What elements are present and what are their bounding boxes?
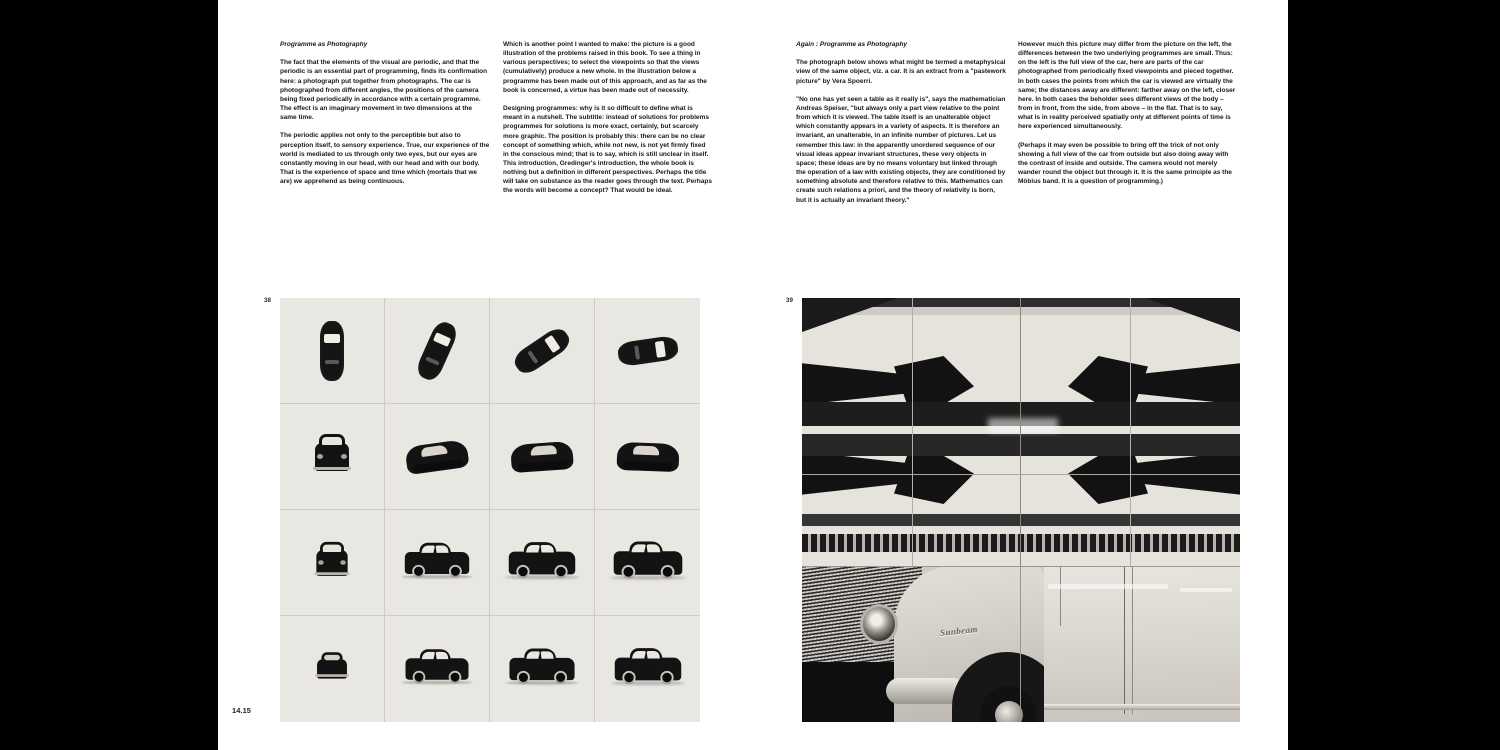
grid-cell bbox=[280, 616, 385, 722]
car-plan-view bbox=[616, 334, 679, 366]
grid-cell bbox=[490, 298, 595, 404]
text-columns-area bbox=[218, 0, 1288, 280]
paragraph: (Perhaps it may even be possible to bring off the trick of not only showing a full view of the car from outside but also doing away with the contrast of inside and outside. The camera would not merely wander round the object but through it. It is the same principle as the Möbius band. It is a question of programming.) bbox=[1018, 141, 1232, 186]
car-side-profile-view bbox=[509, 658, 574, 680]
car-badge-script: Sunbeam bbox=[939, 624, 979, 638]
car-plan-view bbox=[414, 318, 460, 383]
collage-seam bbox=[1130, 298, 1131, 566]
folio-left: 38 bbox=[264, 297, 271, 304]
grid-cell bbox=[490, 616, 595, 722]
car-side-profile-view bbox=[613, 551, 682, 575]
car-headlight bbox=[860, 604, 898, 644]
collage-wedge bbox=[802, 298, 898, 332]
collage-highlight bbox=[988, 418, 1058, 432]
car-side-profile-view bbox=[614, 658, 681, 681]
column-left-2 bbox=[503, 40, 713, 196]
grid-cell bbox=[385, 404, 490, 510]
paragraph: "No one has yet seen a table as it really is", says the mathematician Andreas Speiser, "but always only a part view relative to the point from which it is viewed. The table itself is an unalterable object which constantly appears in a variety of aspects. It is therefore an invariant, an unalterable, in an infinite number of pictures. Let us remember this law: in the apparently unordered sequence of our visual ideas appear invariant structures, these very objects in space; these ideas are by no means voluntary but linked through the operation of a law with existing objects, they are conditioned by something absolute and therefore relative to this. Mathematics can create such relations a priori, and the theory of relativity is born, but it is actually an invariant theory." bbox=[796, 95, 1006, 204]
car-rear-elevation-view bbox=[317, 659, 347, 678]
car-plan-view bbox=[320, 321, 344, 381]
paragraph: Designing programmes: why is it so difficult to define what is meant in a nutshell. The subtitle: instead of solutions for problems programmes for solutions is more exact, certainly, but scarcely more graphic. The position is probably this: there can be no clear concept of something which, while not new, is not yet firmly fixed in the conscious mind; that is to say, which is still unclear in itself. This introduction, Gredinger's introduction, the whole book is nothing but a definition in different perspectives. Perhaps the title will take on substance as the reader goes through the text. Perhaps the words will become a concept? That would be ideal. bbox=[503, 105, 712, 195]
column-right-1 bbox=[796, 40, 1006, 205]
car-plan-view bbox=[510, 324, 573, 377]
car-high-three-quarter-view bbox=[404, 438, 469, 474]
plate-pastework-picture bbox=[802, 298, 1240, 722]
paragraph: The photograph below shows what might be termed a metaphysical view of the same object, viz. a car. It is an extract from a "pastework picture" by Vera Spoerri. bbox=[796, 59, 1006, 85]
pastework-lower-field bbox=[802, 566, 1240, 722]
grid-cell bbox=[490, 510, 595, 616]
column-right-2 bbox=[1018, 40, 1236, 186]
book-spread bbox=[218, 0, 1288, 750]
grid-cell bbox=[595, 298, 700, 404]
heading-programme-as-photography: Programme as Photography bbox=[280, 41, 368, 48]
paragraph: Which is another point I wanted to make: the picture is a good illustration of the problems raised in this book. To see a thing in various perspectives; to select the viewpoints so that the views (cumulatively) produce a new whole. In the illustration below a programme has been made out of this approach, and as far as the book is concerned, a virtue has been made out of necessity. bbox=[503, 41, 707, 94]
car-front-high-view bbox=[315, 443, 349, 471]
pastework-upper-field bbox=[802, 298, 1240, 566]
grid-cell bbox=[490, 404, 595, 510]
paragraph: However much this picture may differ from the picture on the left, the differences between the two underlying programmes are small. Thus: on the left is the full view of the car, here are parts of the car photographed from periodically fixed viewpoints and pieced together. In both cases the points from which the car is viewed are virtually the same; the distances away are different: farther away on the left, closer here. In both cases the beholder sees different views of the body – from in front, from the side, from above – in the flat. That is to say, what is in reality perceived spatially only at different points of time is here experienced simultaneously. bbox=[1018, 41, 1236, 131]
column-left-1 bbox=[280, 40, 490, 186]
body-highlight bbox=[1180, 588, 1232, 592]
heading-again-programme-as-photography: Again : Programme as Photography bbox=[796, 41, 908, 48]
paragraph: The fact that the elements of the visual are periodic, and that the periodic is an essential part of programming, finds its confirmation here: a photograph put together from photographs. The car is photographed from different angles, the positions of the camera being fixed periodically in accordance with a certain programme. The effect is an imaginary movement in two dimensions at the same time. bbox=[280, 59, 488, 122]
grid-cell bbox=[595, 510, 700, 616]
car-high-three-quarter-view bbox=[510, 440, 574, 472]
paragraph: The periodic applies not only to the perceptible but also to perception itself, to sensory experience. True, our experience of the world is mediated to us through only two eyes, but our eyes are constantly moving in our head, with our head and with our body. That is the experience of space and time which (mortals that we are) we apprehend as being continuous. bbox=[280, 132, 490, 186]
grid-cell bbox=[595, 616, 700, 722]
grid-cell bbox=[385, 616, 490, 722]
grid-cell bbox=[385, 510, 490, 616]
body-highlight bbox=[1048, 584, 1168, 589]
collage-seam bbox=[1020, 298, 1021, 566]
grid-cell bbox=[385, 298, 490, 404]
car-door-shut-line bbox=[1060, 566, 1061, 626]
car-front-elevation-view bbox=[316, 550, 347, 576]
folio-right: 39 bbox=[786, 297, 793, 304]
car-side-profile-view bbox=[406, 658, 469, 680]
grid-cell bbox=[280, 510, 385, 616]
plate-car-grid bbox=[280, 298, 700, 722]
car-low-three-quarter-view bbox=[405, 551, 469, 573]
car-rocker-sill bbox=[1044, 704, 1240, 710]
collage-seam bbox=[912, 298, 913, 566]
collage-seam bbox=[802, 474, 1240, 475]
car-grid bbox=[280, 298, 700, 722]
grid-cell bbox=[280, 404, 385, 510]
grid-cell bbox=[595, 404, 700, 510]
car-hubcap bbox=[995, 701, 1023, 722]
grid-cell bbox=[280, 298, 385, 404]
collage-seam bbox=[1020, 566, 1021, 722]
car-high-three-quarter-view bbox=[616, 441, 679, 471]
collage-seam bbox=[802, 566, 1240, 567]
plate-number: 14.15 bbox=[232, 706, 251, 715]
car-low-three-quarter-view bbox=[509, 551, 576, 574]
